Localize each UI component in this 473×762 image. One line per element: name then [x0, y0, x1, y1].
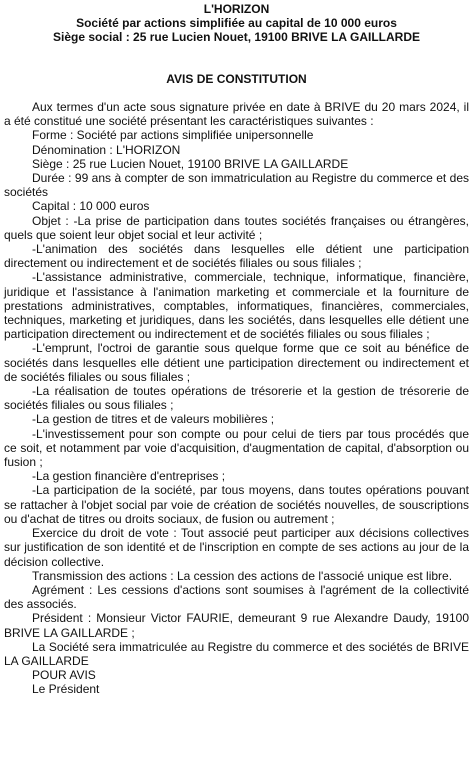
paragraph-intro: Aux termes d'un acte sous signature privée en date à BRIVE du 20 mars 2024, il a été constitué une société présentant les caractéristiques suivantes : — [4, 100, 469, 129]
paragraph-objet-gestion-financiere: -La gestion financière d'entreprises ; — [32, 469, 226, 484]
paragraph-objet-emprunt: -L'emprunt, l'octroi de garantie sous quelque forme que ce soit au bénéfice de sociétés dans lesquelles elle détient une participation directement ou indirectement et de sociétés filiales ou sous filiales ; — [4, 341, 469, 384]
paragraph-signature: Le Président — [32, 682, 100, 697]
paragraph-siege: Siège : 25 rue Lucien Nouet, 19100 BRIVE LA GAILLARDE — [32, 156, 349, 171]
company-name: L'HORIZON — [203, 2, 270, 16]
paragraph-objet-tresorerie: -La réalisation de toutes opérations de trésorerie et la gestion de trésorerie de sociétés filiales ou sous filiales ; — [4, 384, 469, 413]
notice-body — [4, 100, 469, 697]
notice-title: AVIS DE CONSTITUTION — [166, 72, 307, 86]
paragraph-objet-animation: -L'animation des sociétés dans lesquelles elle détient une participation directement ou indirectement et de sociétés filiales ou sous filiales ; — [4, 242, 469, 271]
paragraph-forme: Forme : Société par actions simplifiée unipersonnelle — [32, 128, 314, 143]
paragraph-agrement: Agrément : Les cessions d'actions sont soumises à l'agrément de la collectivité des associés. — [4, 582, 469, 612]
paragraph-objet: Objet : -La prise de participation dans toutes sociétés françaises ou étrangères, quels que soient leur objet social et leur activité ; — [4, 213, 469, 242]
paragraph-denomination: Dénomination : L'HORIZON — [32, 142, 181, 157]
paragraph-objet-participation: -La participation de la société, par tous moyens, dans toutes opérations pouvant se rattacher à l'objet social par voie de création de sociétés nouvelles, de souscriptions ou d'achat de titres ou droits sociaux, de fusion ou autrement ; — [4, 483, 469, 526]
paragraph-objet-assistance: -L'assistance administrative, commerciale, technique, informatique, financière, juridique et l'assistance à l'animation marketing et commerciale et la fourniture de prestations administratives, comptables, informatiques, financières, commerciales, techniques, marketing et juridiques, dans les sociétés, dans lesquelles elle détient une participation directement ou indirectement et de sociétés filiales ou sous filiales ; — [4, 270, 469, 342]
paragraph-immatriculation: La Société sera immatriculée au Registre du commerce et des sociétés de BRIVE LA GAILLARDE — [4, 639, 469, 668]
company-siege-line: Siège social : 25 rue Lucien Nouet, 19100 BRIVE LA GAILLARDE — [53, 30, 420, 44]
paragraph-transmission: Transmission des actions : La cession des actions de l'associé unique est libre. — [32, 568, 453, 583]
paragraph-objet-investissement: -L'investissement pour son compte ou pour celui de tiers par tous procédés que ce soit, et notamment par voie d'acquisition, d'augmentation de capital, d'absorption ou fusion ; — [4, 426, 469, 470]
paragraph-droit-de-vote: Exercice du droit de vote : Tout associé peut participer aux décisions collectives sur justification de son identité et de l'inscription en compte de ses actions au jour de la décision collective. — [4, 526, 469, 569]
paragraph-capital: Capital : 10 000 euros — [32, 199, 150, 214]
paragraph-objet-titres: -La gestion de titres et de valeurs mobilières ; — [32, 412, 275, 427]
paragraph-president: Président : Monsieur Victor FAURIE, demeurant 9 rue Alexandre Daudy, 19100 BRIVE LA GAILLARDE ; — [4, 611, 469, 640]
paragraph-pour-avis: POUR AVIS — [32, 668, 96, 683]
paragraph-duree: Durée : 99 ans à compter de son immatriculation au Registre du commerce et des sociétés — [4, 171, 469, 200]
company-capital-line: Société par actions simplifiée au capital de 10 000 euros — [76, 16, 397, 30]
